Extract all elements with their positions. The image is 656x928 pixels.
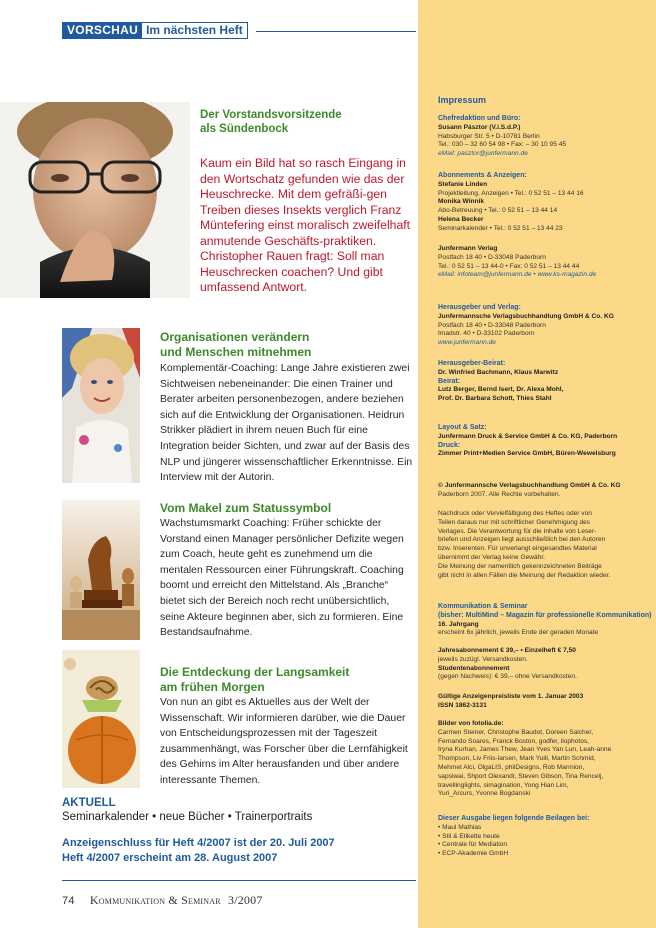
section-tag: VORSCHAU [63,23,142,38]
impressum-line[interactable]: www.junfermann.de [438,339,496,347]
article-1-image [62,328,140,483]
impressum-line: 16. Jahrgang [438,620,479,628]
article-3-image [62,650,140,788]
impressum-line: Postfach 18 40 • D-33048 Paderborn [438,321,546,329]
deadline-notice [62,836,335,866]
impressum-line: Gültige Anzeigenpreisliste vom 1. Januar 2003 [438,693,584,700]
impressum-line: Dr. Winfried Bachmann, Klaus Marwitz [438,368,559,376]
impressum-line: Junfermann Druck & Service GmbH & Co. KG, Paderborn [438,432,618,440]
impressum-line: (bisher: MultiMind – Magazin für professionelle Kommunikation) [438,611,652,619]
impressum-line: Thompson, Liv Friis-larsen, Mark Yuill, Martin Schmid, [438,755,596,763]
impressum-line: Paderborn 2007. Alle Rechte vorbehalten. [438,490,561,498]
impressum-line: Dieser Ausgabe liegen folgende Beilagen bei: [438,815,590,822]
impressum-line: Verlages. Die Verantwortung für die Inhalte von Leser- [438,527,597,535]
impressum-line: • Maul Mathias [438,823,482,831]
article-3-text: Von nun an gibt es Aktuelles aus der Welt der Wissenschaft. Wir informieren darüber, wie die Dauer von Entscheidungsprozessen mit der Tageszeit zusammenhängt, was Forscher über die Lernfähigkeit des Gehirns im Alter herausfanden und über andere interessante Themen. [160,697,408,786]
impressum-title: Impressum [438,95,487,105]
page-footer [62,893,263,908]
aktuell-heading: AKTUELL [62,797,116,809]
impressum-line: Kommunikation & Seminar [438,603,528,610]
impressum-line: Postfach 18 40 • D-33048 Paderborn [438,253,546,261]
impressum-line[interactable]: eMail: infoteam@junfermann.de • www.ks-magazin.de [438,271,597,279]
article-2-text: Wachstumsmarkt Coaching: Früher schickte der Vorstand einen Manager persönlicher Defizite wegen zum Coach, heute geht es zunehmend um die mentalen Ressourcen einer Führungskraft. Coaching boomt und erreicht den Mittelstand. Als „Branche“ bietet sich der Bereich noch recht unübersichtlich, seine Akteure beginnen aber, sich zu formieren. Eine Bestandsaufnahme. [160,518,404,639]
article-1-title-line-2: und Menschen mitnehmen [160,344,312,359]
impressum-line: Zimmer Print+Medien Service GmbH, Büren-Wewelsburg [438,450,616,458]
impressum-line: gibt nicht in allen Fällen die Meinung der Redaktion wieder. [438,571,611,579]
impressum-block [438,603,652,638]
impressum-block [438,360,638,404]
impressum-line: Tel.: 030 – 32 60 54 98 • Fax: – 30 10 95 45 [438,141,567,149]
impressum-line: Projektleitung, Anzeigen • Tel.: 0 52 51 – 13 44 16 [438,189,584,197]
impressum-line: bzw. Inserenten. Für unverlangt eingesandtes Material [438,545,597,553]
impressum-line: Junfermannsche Verlagsbuchhandlung GmbH & Co. KG [438,312,614,320]
impressum-block [438,172,638,234]
impressum-block [438,720,638,799]
issue-number: 3/2007 [228,893,263,907]
impressum-line: Chefredaktion und Büro: [438,115,521,122]
impressum-line: Teilen daraus nur mit schriftlicher Genehmigung des [438,518,591,526]
impressum-line: Herausgeber-Beirat: [438,360,506,367]
impressum-line: briefen und Anzeigen liegt ausschließlich bei den Autoren [438,536,606,544]
article-3-title-line-2: am frühen Morgen [160,679,265,694]
lead-title-line-1: Der Vorstandsvorsitzende [200,109,342,121]
impressum-line: Susann Pásztor (V.i.S.d.P.) [438,123,521,131]
footer-rule [62,880,416,881]
journal-name: Kommunikation & Seminar [89,893,221,907]
impressum-line: Fernando Soares, Franck Boston, godfer, ilophotos, [438,737,590,745]
article-2-image [62,500,140,640]
impressum-line: • Stil & Etikette heute [438,832,500,840]
impressum-block [438,482,638,500]
impressum-line: Layout & Satz: [438,424,487,431]
impressum-line: Mehmet Alci, OlgaLIS, philDesigns, Rob Marmion, [438,763,585,771]
impressum-line: Studentenabonnement [438,664,510,672]
impressum-block [438,510,638,580]
impressum-line: © Junfermannsche Verlagsbuchhandlung GmbH & Co. KG [438,482,621,489]
impressum-line: Habsburger Str. 5 • D-10781 Berlin [438,132,540,140]
impressum-line: Helena Becker [438,215,484,223]
impressum-line: Bilder von fotolia.de: [438,720,504,727]
article-3-title [160,665,416,694]
header-rule [256,31,416,32]
impressum-line: Imadstr. 40 • D-33102 Paderborn [438,330,535,338]
impressum-line: erscheint 6x jährlich, jeweils Ende der geraden Monate [438,629,599,637]
impressum-line: Abonnements & Anzeigen: [438,172,527,179]
section-title: Im nächsten Heft [142,23,247,38]
impressum-line: übernimmt der Verlag keine Gewähr. [438,553,546,561]
impressum-line: Abo-Betreuung • Tel.: 0 52 51 – 13 44 14 [438,207,558,215]
impressum-line: Iryna Kurhan, James Thew, Jean Yves Yan Lun, Leah-anne [438,746,612,754]
impressum-block [438,815,638,859]
impressum-block [438,115,638,159]
article-2-title-line-1: Vom Makel zum Statussymbol [160,501,332,515]
impressum-line: Jahresabonnement € 39,– • Einzelheft € 7,50 [438,647,576,654]
lead-article-teaser: Kaum ein Bild hat so rasch Eingang in den Wortschatz gefunden wie das der Heuschrecke. Mit dem gefräßi-gen Treiben dieses Insekts verglich Franz Müntefering einst moralisch zweifelhaft anmutende Geschäfts-praktiken. Christopher Rauen fragt: Soll man Heuschrecken coachen? Und gibt umfassend Antwort. [200,156,410,294]
article-2-title [160,501,416,516]
impressum-block [438,647,638,682]
impressum-line: Tel.: 0 52 51 – 13 44-0 • Fax: 0 52 51 – 13 44 44 [438,262,580,270]
impressum-block [438,693,638,711]
deadline-line-2: Heft 4/2007 erscheint am 28. August 2007 [62,852,278,864]
impressum-line: Seminarkalender • Tel.: 0 52 51 – 13 44 23 [438,224,563,232]
impressum-line: travellinglights, simagination, Yong Hian Lim, [438,781,569,789]
impressum-line: Nachdruck oder Vervielfältigung des Heftes oder von [438,510,592,517]
impressum-line: Yuri_Arcurs, Yvonne Bogdanski [438,790,531,798]
lead-title-line-2: als Sündenbock [200,123,289,135]
impressum-line: Prof. Dr. Barbara Schott, Thies Stahl [438,395,552,403]
article-1-text: Komplementär-Coaching: Lange Jahre existieren zwei Sichtweisen nebeneinander: Die einen Trainer und Berater arbeiten personenbezogen, andere beziehen sich auf die Entwicklung der Organisationen. Heidrun Strikker plädiert in ihrem neuen Buch für eine Integration beider Sichten, und zwar auf der Basis des NLP und jüngerer wissenschaftlicher Erkenntnisse. Ein Interview mit der Autorin. [160,363,413,484]
impressum-line: ISSN 1862-3131 [438,701,487,709]
section-header [62,22,248,39]
article-1-title-line-1: Organisationen verändern [160,330,310,344]
impressum-line: (gegen Nachweis): € 39,– ohne Versandkosten. [438,673,577,681]
impressum-line: • Centrale für Mediation [438,841,508,849]
deadline-line-1: Anzeigenschluss für Heft 4/2007 ist der 20. Juli 2007 [62,837,335,849]
impressum-line: Stefanie Linden [438,180,488,188]
impressum-line: jeweils zuzügl. Versandkosten. [438,655,528,663]
impressum-line: Druck: [438,441,461,449]
impressum-line: Herausgeber und Verlag: [438,304,521,311]
impressum-line: • ECP-Akademie GmbH [438,850,509,858]
impressum-block [438,304,638,348]
article-3-title-line-1: Die Entdeckung der Langsamkeit [160,665,350,679]
impressum-line: Beirat: [438,377,461,385]
impressum-line: Junfermann Verlag [438,245,498,252]
impressum-line[interactable]: eMail: pasztor@junfermann.de [438,150,528,158]
page-number: 74 [62,895,75,907]
article-1-title [160,330,416,359]
lead-article-title [200,108,410,136]
impressum-block [438,245,638,280]
impressum-line: Die Meinung der namentlich gekennzeichneten Beiträge [438,562,602,570]
impressum-line: Carmen Steiner, Christophe Baudot, Doreen Salcher, [438,728,594,736]
impressum-block [438,424,638,459]
lead-portrait-image [0,102,190,298]
impressum-line: Lutz Berger, Bernd Isert, Dr. Alexa Mohl, [438,386,564,394]
aktuell-text: Seminarkalender • neue Bücher • Trainerportraits [62,811,313,823]
impressum-line: Monika Winnik [438,198,485,206]
impressum-line: sapsiwai, Shport Olexandr, Steven Gibson, Tina Rencelj, [438,772,604,780]
